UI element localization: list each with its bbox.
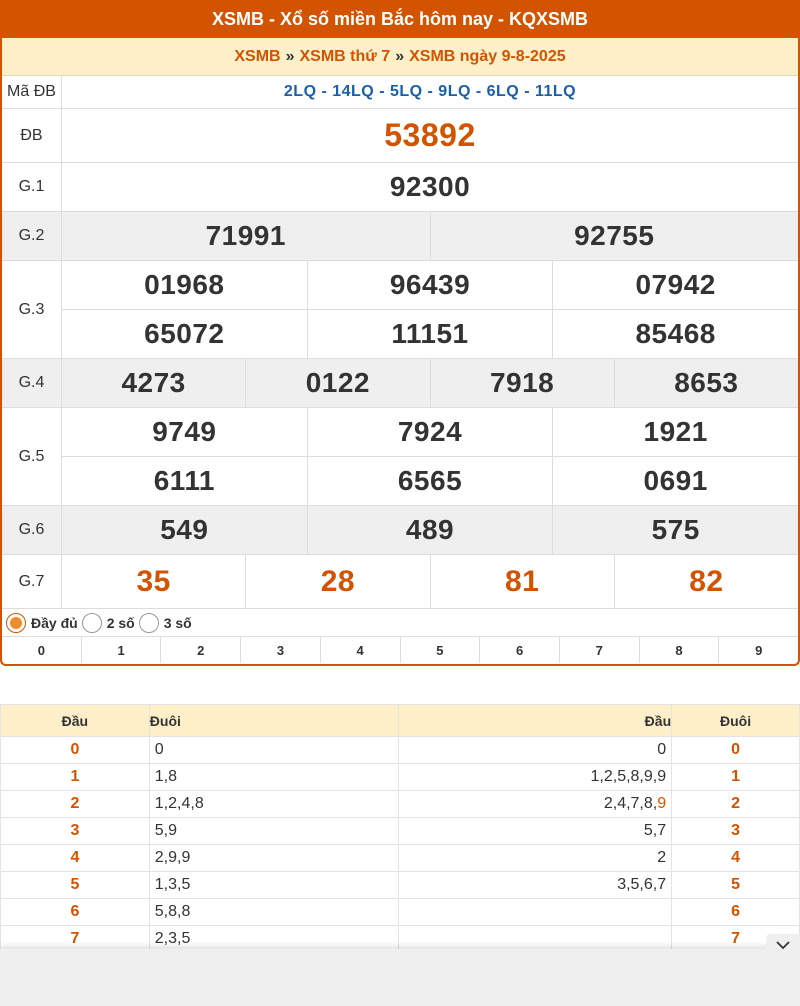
prize-number: 0691 xyxy=(552,457,798,505)
head-list-text: 2,4,7,8, xyxy=(603,795,658,812)
table-row xyxy=(1,845,800,872)
radio-icon[interactable] xyxy=(139,613,159,633)
head-list: 0 xyxy=(399,737,672,764)
digit-button-8[interactable]: 8 xyxy=(639,637,719,663)
prize-row-db xyxy=(2,109,798,163)
breadcrumb-weekday[interactable]: XSMB thứ 7 xyxy=(299,47,391,65)
column-header-duoi: Đuôi xyxy=(672,705,800,737)
prize-number: 85468 xyxy=(552,310,798,358)
column-header-dau: Đầu xyxy=(1,705,150,737)
head-list: 3,5,6,7 xyxy=(399,872,672,899)
tail-digit: 6 xyxy=(672,899,800,926)
tail-list: 1,2,4,8 xyxy=(149,791,399,818)
prize-number: 81 xyxy=(430,555,614,608)
tail-digit: 0 xyxy=(672,737,800,764)
digit-button-0[interactable]: 0 xyxy=(37,642,45,658)
head-list: 2 xyxy=(399,845,672,872)
digit-button-3[interactable]: 3 xyxy=(240,637,320,663)
head-list xyxy=(399,791,672,818)
prize-number: 1921 xyxy=(552,408,798,456)
tail-list: 5,8,8 xyxy=(149,899,399,926)
prize-row-g7 xyxy=(2,555,798,609)
table-row xyxy=(1,872,800,899)
table-row xyxy=(1,737,800,764)
table-row xyxy=(1,818,800,845)
table-row xyxy=(1,899,800,926)
tail-list: 2,3,5 xyxy=(149,926,399,953)
prize-number: 8653 xyxy=(614,359,798,407)
prize-number: 96439 xyxy=(307,261,553,309)
digit-button-2[interactable]: 2 xyxy=(160,637,240,663)
digit-button-7[interactable]: 7 xyxy=(559,637,639,663)
head-digit: 3 xyxy=(1,818,150,845)
prize-row-ma-db xyxy=(2,76,798,109)
prize-number: 71991 xyxy=(205,220,286,251)
radio-full[interactable] xyxy=(6,613,78,633)
head-digit: 6 xyxy=(1,899,150,926)
head-list: 5,7 xyxy=(399,818,672,845)
display-mode-options xyxy=(2,609,798,637)
prize-number: 11151 xyxy=(307,310,553,358)
column-header-dau: Đầu xyxy=(399,705,672,737)
prize-number: 6565 xyxy=(307,457,553,505)
breadcrumb-xsmb[interactable]: XSMB xyxy=(234,47,281,65)
prize-number: 01968 xyxy=(144,269,225,300)
head-digit: 4 xyxy=(1,845,150,872)
prize-number: 7918 xyxy=(430,359,614,407)
tail-digit: 3 xyxy=(672,818,800,845)
radio-2-digits[interactable] xyxy=(82,613,135,633)
digit-highlight-bar xyxy=(2,637,798,663)
column-header-duoi: Đuôi xyxy=(149,705,399,737)
prize-number: 28 xyxy=(245,555,429,608)
prize-number: 6111 xyxy=(153,465,215,496)
tail-list: 1,8 xyxy=(149,764,399,791)
head-digit: 1 xyxy=(1,764,150,791)
table-header-row xyxy=(1,705,800,737)
prize-number: 35 xyxy=(136,564,171,598)
breadcrumb xyxy=(2,38,798,76)
prize-row-g3 xyxy=(2,261,798,359)
breadcrumb-separator: » xyxy=(395,47,405,65)
head-list xyxy=(399,899,672,926)
digit-button-6[interactable]: 6 xyxy=(479,637,559,663)
prize-number: 0122 xyxy=(245,359,429,407)
prize-label: G.4 xyxy=(2,359,62,407)
prize-number: 575 xyxy=(552,506,798,554)
tail-digit: 1 xyxy=(672,764,800,791)
prize-label: G.2 xyxy=(2,212,62,260)
tail-digit: 4 xyxy=(672,845,800,872)
prize-label: Mã ĐB xyxy=(2,76,62,108)
special-prize-number: 53892 xyxy=(384,117,476,153)
prize-row-g5 xyxy=(2,408,798,506)
prize-label: ĐB xyxy=(2,109,62,162)
prize-number: 4273 xyxy=(121,367,186,398)
tail-list: 2,9,9 xyxy=(149,845,399,872)
digit-button-9[interactable]: 9 xyxy=(718,637,798,663)
tail-list: 5,9 xyxy=(149,818,399,845)
prize-number: 549 xyxy=(160,514,209,545)
head-digit: 5 xyxy=(1,872,150,899)
prize-label: G.6 xyxy=(2,506,62,554)
tail-digit: 2 xyxy=(672,791,800,818)
tail-digit: 7 xyxy=(672,926,800,953)
prize-label: G.1 xyxy=(2,163,62,211)
prize-row-g4 xyxy=(2,359,798,408)
radio-icon[interactable] xyxy=(82,613,102,633)
tail-digit: 5 xyxy=(672,872,800,899)
tail-list: 1,3,5 xyxy=(149,872,399,899)
prize-number: 92300 xyxy=(389,171,471,202)
chevron-down-icon xyxy=(775,940,791,950)
prize-number: 7924 xyxy=(307,408,553,456)
collapse-button[interactable] xyxy=(766,934,800,956)
head-list-highlight: 9 xyxy=(657,795,667,812)
prize-number: 489 xyxy=(307,506,553,554)
prize-row-g2 xyxy=(2,212,798,261)
prize-row-g1 xyxy=(2,163,798,212)
prize-number: 82 xyxy=(614,555,798,608)
page-title: XSMB - Xổ số miền Bắc hôm nay - KQXSMB xyxy=(0,0,800,38)
head-digit: 2 xyxy=(1,791,150,818)
prize-number: 92755 xyxy=(430,212,799,260)
prize-label: G.3 xyxy=(2,261,62,358)
tail-list: 0 xyxy=(149,737,399,764)
radio-label: 2 số xyxy=(106,614,135,631)
digit-button-1[interactable]: 1 xyxy=(81,637,161,663)
prize-label: G.7 xyxy=(2,555,62,608)
head-digit: 7 xyxy=(1,926,150,953)
bottom-overlay xyxy=(0,949,800,1006)
prize-label: G.5 xyxy=(2,408,62,505)
head-digit: 0 xyxy=(1,737,150,764)
digit-button-4[interactable]: 4 xyxy=(320,637,400,663)
radio-label: 3 số xyxy=(163,614,192,631)
prize-number: 9749 xyxy=(152,416,217,447)
table-row xyxy=(1,764,800,791)
table-row xyxy=(1,791,800,818)
head-list: 1,2,5,8,9,9 xyxy=(399,764,672,791)
prize-number: 65072 xyxy=(144,318,225,349)
radio-selected-icon[interactable] xyxy=(6,613,26,633)
loto-table xyxy=(0,704,800,953)
prize-row-g6 xyxy=(2,506,798,555)
special-code: 2LQ - 14LQ - 5LQ - 9LQ - 6LQ - 11LQ xyxy=(283,83,577,100)
breadcrumb-separator: » xyxy=(285,47,295,65)
digit-button-5[interactable]: 5 xyxy=(400,637,480,663)
prize-number: 07942 xyxy=(552,261,798,309)
radio-3-digits[interactable] xyxy=(139,613,192,633)
radio-label: Đầy đủ xyxy=(31,614,78,631)
breadcrumb-date[interactable]: XSMB ngày 9-8-2025 xyxy=(409,47,566,65)
